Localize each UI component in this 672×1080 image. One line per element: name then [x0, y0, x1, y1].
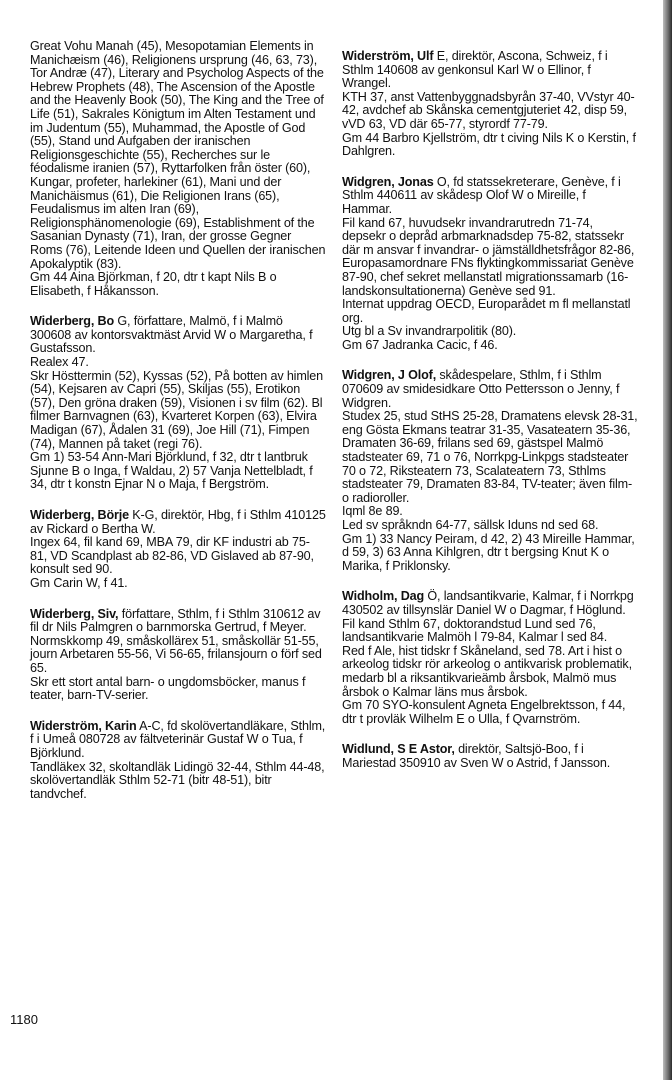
- entry-intro: författare, Sthlm, f i Sthlm 310612 av fil dr Nils Palmgren o barnmorska Gertrud, f Meyer.: [30, 606, 321, 635]
- entry-text: Great Vohu Manah (45), Mesopotamian Elements in Manichæism (46), Religionens ursprung (46, 63, 73), Tor Andræ (47), Literary and Psycholog Aspects of the Hebrew Prophets (48), The Ascension of the Apostle and the Heavenly Book (50), The King and the Tree of Life (51), Sakrales Königtum im Alten Testament und im Judentum (55), Muhammad, the Apostle of God (55), Stand und Aufgaben der iranischen Religionsgeschichte (55), Recherches sur le féodalisme iranien (57), Ryttarfolken från öster (60), Kungar, profeter, harlekiner (61), Mani und der Manichäismus (61), Die Religionen Irans (65), Feudalismus im alten Iran (69), Religionsphänomenologie (69), Establishment of the Sasanian Dynasty (71), Iran, der grosse Gegner Roms (76), Leitende Ideen und Quellen der iranischen Apokalyptik (83).: [30, 39, 326, 271]
- entry-text: Gm 67 Jadranka Cacic, f 46.: [342, 337, 498, 352]
- entry-name: Widerberg, Siv,: [30, 606, 119, 621]
- entry-widholm-dag: [342, 590, 638, 726]
- entry-text: Gm 44 Aina Björkman, f 20, dtr t kapt Nils B o Elisabeth, f Håkansson.: [30, 270, 277, 298]
- entry-text: [30, 315, 326, 356]
- entry-name: Widlund, S E Astor,: [342, 742, 455, 757]
- entry-name: Widgren, Jonas: [342, 174, 434, 189]
- entry-text: Red f Ale, hist tidskr f Skåneland, sed 78. Art i hist o arkeolog tidskr rör arkeolog o antikvarisk problematik, medarb bl a riksantikvarieämb årsbok, Malmö mus årsbok o Kalmar läns mus årsbok.: [342, 643, 632, 699]
- entry-text: Normskkomp 49, småskollärex 51, småskollär 51-55, journ Arbetaren 55-56, Vi 56-65, frilansjourn o förf sed 65.: [30, 633, 322, 675]
- entry-text: [342, 743, 638, 770]
- entry-name: Widerström, Ulf: [342, 49, 434, 63]
- entry-text: Skr Hösttermin (52), Kyssas (52), På botten av himlen (54), Kejsaren av Capri (55), Skiljas (55), Erotikon (57), Den gröna draken (59), Visionen i sv film (62). Bl filmer Barnvagnen (63), Kvarteret Korpen (63), Elvira Madigan (67), Ådalen 31 (69), Joe Hill (71), Fimpen (74), Mannen på taket (regi 76).: [30, 368, 324, 451]
- entry-text: Tandläkex 32, skoltandläk Lidingö 32-44, Sthlm 44-48, skolövertandläk Sthlm 52-71 (bitr 48-51), bitr tandvchef.: [30, 759, 325, 801]
- entry-text: Ingex 64, fil kand 69, MBA 79, dir KF industri ab 75-81, VD Scandplast ab 82-86, VD Gislaved ab 87-90, konsult sed 90.: [30, 535, 314, 577]
- entry-intro: direktör, Saltsjö-Boo, f i Mariestad 350910 av Sven W o Astrid, f Jansson.: [342, 742, 611, 770]
- entry-text: [30, 509, 326, 536]
- entry-intro: G, författare, Malmö, f i Malmö 300608 av kontorsvaktmäst Arvid W o Margaretha, f Gustafsson.: [30, 314, 313, 356]
- entry-text: [342, 369, 638, 410]
- entry-widerberg-siv: [30, 608, 326, 703]
- entry-text: Gm 44 Barbro Kjellström, dtr t civing Nils K o Kerstin, f Dahlgren.: [342, 130, 636, 159]
- entry-text: Fil kand 67, huvudsekr invandrarutredn 71-74, depsekr o depråd arbmarknadsdep 75-82, statssekr där m ansvar f invandrar- o jämställdhetsfrågor 82-86, Europasamordnare FNs flyktingkommissariat Genève 87-90, chef sekret mellanstatl migrationssamarb (16-landskonsultationerna) Genève sed 91.: [342, 215, 635, 298]
- entry-name: Widerberg, Börje: [30, 508, 129, 522]
- entry-widerberg-borje: [30, 509, 326, 591]
- entry-intro: O, fd statssekreterare, Genève, f i Sthlm 440611 av skådesp Olof W o Mireille, f Hammar.: [342, 174, 621, 216]
- entry-intro: A-C, fd skolövertandläkare, Sthlm, f i Umeå 080728 av fältveterinär Gustaf W o Tua, f Björklund.: [30, 718, 326, 760]
- entry-text: Fil kand Sthlm 67, doktorandstud Lund sed 76, landsantikvarie Malmöh l 79-84, Kalmar l sed 84.: [342, 616, 608, 645]
- entry-text: [342, 176, 638, 217]
- entry-text: Skr ett stort antal barn- o ungdomsböcker, manus f teater, barn-TV-serier.: [30, 674, 306, 703]
- entry-name: Widerberg, Bo: [30, 314, 114, 329]
- left-column: [30, 40, 326, 818]
- entry-intro: Ö, landsantikvarie, Kalmar, f i Norrkpg 430502 av tillsynslär Daniel W o Dagmar, f Höglund.: [342, 589, 634, 617]
- entry-widlund-astor: [342, 743, 638, 770]
- entry-widgren-jonas: [342, 176, 638, 353]
- entry-name: Widgren, J Olof,: [342, 368, 437, 383]
- entry-text: Gm 70 SYO-konsulent Agneta Engelbrektsson, f 44, dtr t provläk Wilhelm E o Ulla, f Qvarnström.: [342, 698, 626, 726]
- entry-intro: skådespelare, Sthlm, f i Sthlm 070609 av smidesidkare Otto Pettersson o Jenny, f Widgren.: [342, 368, 620, 410]
- entry-text: Realex 47.: [30, 355, 89, 370]
- entry-intro: E, direktör, Ascona, Schweiz, f i Sthlm 140608 av genkonsul Karl W o Ellinor, f Wrangel.: [342, 49, 608, 91]
- entry-widerstrom-karin: [30, 720, 326, 802]
- entry-widgren-olof: [342, 369, 638, 573]
- entry-text: Internat uppdrag OECD, Europarådet m fl mellanstatl org.: [342, 297, 631, 325]
- entry-name: Widerström, Karin: [30, 718, 137, 733]
- entry-name: Widholm, Dag: [342, 589, 425, 604]
- right-column: [342, 50, 638, 788]
- entry-widerberg-bo: [30, 315, 326, 492]
- entry-intro: K-G, direktör, Hbg, f i Sthlm 410125 av Rickard o Bertha W.: [30, 508, 326, 536]
- entry-text: Gm Carin W, f 41.: [30, 575, 128, 590]
- entry-widerstrom-ulf: [342, 50, 638, 159]
- entry-text: Utg bl a Sv invandrarpolitik (80).: [342, 324, 517, 339]
- entry-text: Iqml 8e 89.: [342, 504, 403, 519]
- entry-text: [30, 720, 326, 761]
- entry-text: [342, 50, 638, 91]
- entry-text: Gm 1) 33 Nancy Peiram, d 42, 2) 43 Mireille Hammar, d 59, 3) 63 Anna Kihlgren, dtr t bergsing Knut K o Marika, f Priklonsky.: [342, 531, 635, 573]
- entry-text: KTH 37, anst Vattenbyggnadsbyrån 37-40, VVstyr 40-42, avdchef ab Skånska cementgjuteriet 42, disp 59, vVD 63, VD där 65-77, styrordf 77-79.: [342, 89, 635, 131]
- entry-text: [30, 608, 326, 635]
- entry-continued: [30, 40, 326, 298]
- entry-text: Studex 25, stud StHS 25-28, Dramatens elevsk 28-31, eng Gösta Ekmans teatrar 31-35, Vasateatern 35-36, Dramaten 36-69, frilans sed 69, gästspel Malmö stadsteater 69, 71 o 76, Norrkpg-Linkpgs stadsteater 70 o 72, Riksteatern 73, Scalateatern 73, Sthlms stadsteater 79, Dramaten 83-84, TV-teater; även film- o radioroller.: [342, 409, 638, 505]
- entry-text: Led sv språkndn 64-77, sällsk Iduns nd sed 68.: [342, 518, 599, 532]
- entry-text: [342, 590, 638, 617]
- page-edge-shadow: [663, 0, 672, 1080]
- entry-text: Gm 1) 53-54 Ann-Mari Björklund, f 32, dtr t lantbruk Sjunne B o Inga, f Waldau, 2) 57 Vanja Nettelbladt, f 34, dtr t konstn Ejnar N o Maja, f Bergström.: [30, 450, 313, 492]
- page-number: 1180: [10, 1012, 38, 1027]
